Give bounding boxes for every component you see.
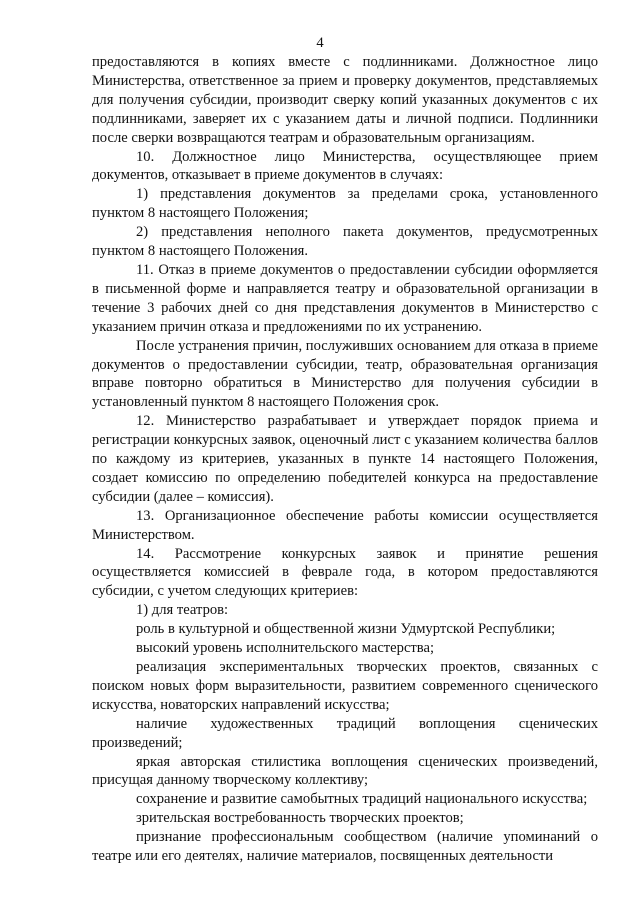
paragraph: 1) для театров: [136,602,229,619]
paragraph: яркая авторская стилистика воплощения сценических произведений, присущая данному творческому коллективу; [92,753,598,789]
paragraph: 2) представления неполного пакета документов, предусмотренных пунктом 8 настоящего Положения. [92,224,598,260]
paragraph: наличие художественных традиций воплощения сценических произведений; [92,715,598,751]
paragraph: 1) представления документов за пределами срока, установленного пунктом 8 настоящего Положения; [92,186,598,222]
paragraph: высокий уровень исполнительского мастерства; [136,640,435,657]
paragraph: После устранения причин, послуживших основанием для отказа в приеме документов о предоставлении субсидии, театр, образовательная организация вправе повторно обратиться в Министерство для получения субсидии в установленный пунктом 8 настоящего Положения срок. [92,337,598,411]
paragraph: 12. Министерство разрабатывает и утверждает порядок приема и регистрации конкурсных заявок, оценочный лист с указанием количества баллов по каждому из критериев, указанных в пункте 14 настоящего Положения, создает комиссию по определению победителей конкурса на предоставление субсидии (далее – комиссия). [92,413,598,505]
paragraph: предоставляются в копиях вместе с подлинниками. Должностное лицо Министерства, ответственное за прием и проверку документов, представляемых для получения субсидии, производит сверку копий указанных документов с их подлинниками, заверяет их с указанием даты и личной подписи. Подлинники после сверки возвращаются театрам и образовательным организациям. [92,54,598,146]
paragraph: 11. Отказ в приеме документов о предоставлении субсидии оформляется в письменной форме и направляется театру и образовательной организации в течение 3 рабочих дней со дня представления документов в Министерство с указанием причин отказа и предложениями по их устранению. [92,261,598,335]
paragraph: роль в культурной и общественной жизни Удмуртской Республики; [136,621,556,638]
paragraph: 14. Рассмотрение конкурсных заявок и принятие решения осуществляется комиссией в феврале года, в котором предоставляются субсидии, с учетом следующих критериев: [92,545,598,600]
paragraph: 10. Должностное лицо Министерства, осуществляющее прием документов, отказывает в приеме документов в случаях: [92,148,598,184]
paragraph: зрительская востребованность творческих проектов; [136,810,464,827]
document-body [92,53,598,866]
paragraph: сохранение и развитие самобытных традиций национального искусства; [136,791,588,808]
paragraph: признание профессиональным сообществом (наличие упоминаний о театре или его деятелях, наличие материалов, посвященных деятельности [92,829,598,865]
paragraph: реализация экспериментальных творческих проектов, связанных с поиском новых форм выразительности, развитием современного сценического искусства, новаторских направлений искусства; [92,659,598,713]
page-number: 4 [316,35,324,51]
paragraph: 13. Организационное обеспечение работы комиссии осуществляется Министерством. [92,507,598,543]
